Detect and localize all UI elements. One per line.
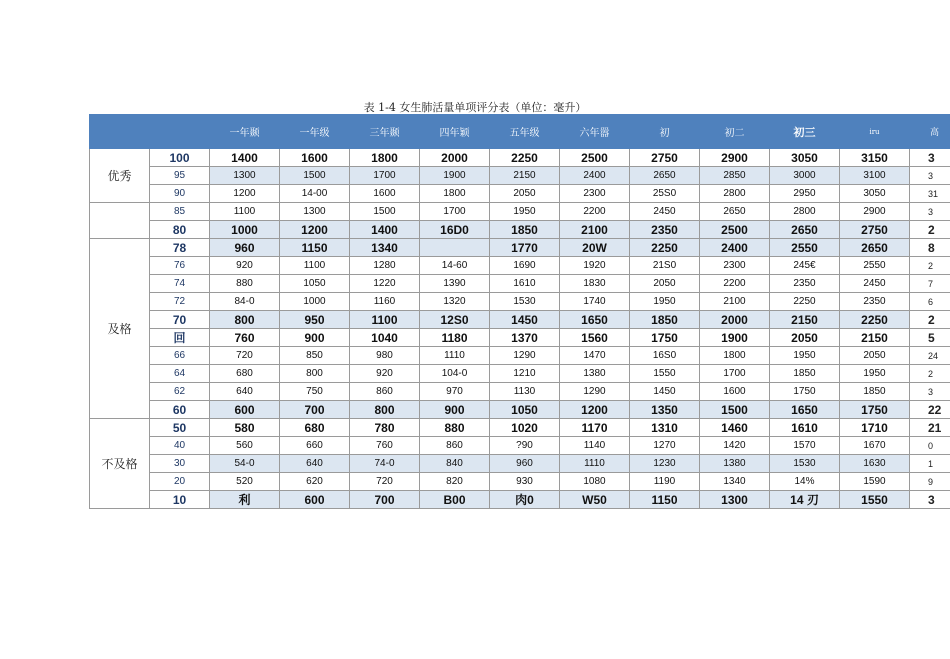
table-row — [90, 365, 950, 383]
grade-group-label: 及格 — [90, 239, 150, 419]
value-cell: 720 — [210, 347, 280, 365]
value-cell: 3100 — [840, 167, 910, 185]
value-cell: 2650 — [840, 239, 910, 257]
value-cell: 2900 — [700, 149, 770, 167]
value-cell: 2900 — [840, 203, 910, 221]
value-cell-cutoff: 5 — [910, 329, 950, 347]
value-cell-cutoff: 22 — [910, 401, 950, 419]
value-cell: 1650 — [560, 311, 630, 329]
value-cell: 84-0 — [210, 293, 280, 311]
value-cell-cutoff: 9 — [910, 473, 950, 491]
value-cell: 2350 — [630, 221, 700, 239]
value-cell-cutoff: 3 — [910, 491, 950, 509]
table-row — [90, 221, 950, 239]
value-cell: 880 — [420, 419, 490, 437]
value-cell: 1850 — [630, 311, 700, 329]
value-cell: 16D0 — [420, 221, 490, 239]
value-cell: 1210 — [490, 365, 560, 383]
value-cell: 520 — [210, 473, 280, 491]
value-cell: 1200 — [280, 221, 350, 239]
value-cell: 1800 — [700, 347, 770, 365]
score-cell: 20 — [150, 473, 210, 491]
table-title: 表 1-4 女生肺活量单项评分表（单位：毫升） — [363, 101, 587, 114]
value-cell-cutoff: 3 — [910, 167, 950, 185]
value-cell: 2050 — [840, 347, 910, 365]
table-row — [90, 275, 950, 293]
value-cell: 850 — [280, 347, 350, 365]
value-cell: 1750 — [770, 383, 840, 401]
value-cell: 245€ — [770, 257, 840, 275]
value-cell: 14-00 — [280, 185, 350, 203]
value-cell-cutoff: 2 — [910, 221, 950, 239]
value-cell: 600 — [280, 491, 350, 509]
table-row — [90, 167, 950, 185]
value-cell: 2800 — [700, 185, 770, 203]
value-cell: 1700 — [420, 203, 490, 221]
header-cell-score — [150, 115, 210, 149]
value-cell: 74-0 — [350, 455, 420, 473]
value-cell: 860 — [350, 383, 420, 401]
table-row — [90, 257, 950, 275]
value-cell: 880 — [210, 275, 280, 293]
value-cell: 21S0 — [630, 257, 700, 275]
value-cell: 1380 — [560, 365, 630, 383]
value-cell: 1670 — [840, 437, 910, 455]
value-cell: 1900 — [420, 167, 490, 185]
value-cell: 1950 — [490, 203, 560, 221]
value-cell: 1160 — [350, 293, 420, 311]
value-cell: 760 — [350, 437, 420, 455]
value-cell-cutoff: 1 — [910, 455, 950, 473]
value-cell: 2400 — [700, 239, 770, 257]
value-cell: 2250 — [770, 293, 840, 311]
value-cell: 1550 — [840, 491, 910, 509]
value-cell: 1750 — [630, 329, 700, 347]
value-cell: 12S0 — [420, 311, 490, 329]
value-cell: 2750 — [840, 221, 910, 239]
value-cell: 1850 — [770, 365, 840, 383]
table-row — [90, 311, 950, 329]
value-cell: 1420 — [700, 437, 770, 455]
value-cell: 1100 — [280, 257, 350, 275]
value-cell: 利 — [210, 491, 280, 509]
table-row — [90, 185, 950, 203]
value-cell: 1200 — [210, 185, 280, 203]
value-cell: 104-0 — [420, 365, 490, 383]
value-cell: 1180 — [420, 329, 490, 347]
value-cell-cutoff: 3 — [910, 203, 950, 221]
table-row — [90, 419, 950, 437]
value-cell: 1150 — [280, 239, 350, 257]
value-cell: 14-60 — [420, 257, 490, 275]
value-cell — [420, 239, 490, 257]
value-cell: 1340 — [350, 239, 420, 257]
value-cell: 1450 — [490, 311, 560, 329]
grade-group-label: 优秀 — [90, 149, 150, 203]
value-cell: 2000 — [420, 149, 490, 167]
value-cell: 970 — [420, 383, 490, 401]
value-cell: 2350 — [770, 275, 840, 293]
value-cell: 1340 — [700, 473, 770, 491]
header-cell: 三年颞 — [350, 115, 420, 149]
value-cell: 1900 — [700, 329, 770, 347]
header-cell: 一年级 — [280, 115, 350, 149]
value-cell: 1530 — [490, 293, 560, 311]
value-cell: 1450 — [630, 383, 700, 401]
table-row — [90, 347, 950, 365]
score-cell: 50 — [150, 419, 210, 437]
value-cell-cutoff: 21 — [910, 419, 950, 437]
table-row — [90, 149, 950, 167]
value-cell-cutoff: 8 — [910, 239, 950, 257]
value-cell: 16S0 — [630, 347, 700, 365]
value-cell: 800 — [210, 311, 280, 329]
value-cell: 2450 — [840, 275, 910, 293]
value-cell-cutoff: 3 — [910, 149, 950, 167]
score-cell: 60 — [150, 401, 210, 419]
value-cell: 1150 — [630, 491, 700, 509]
score-cell: 66 — [150, 347, 210, 365]
value-cell: 1110 — [560, 455, 630, 473]
score-cell: 100 — [150, 149, 210, 167]
value-cell: 840 — [420, 455, 490, 473]
value-cell: 900 — [280, 329, 350, 347]
value-cell: 920 — [350, 365, 420, 383]
header-cell: 五年级 — [490, 115, 560, 149]
value-cell: 1950 — [770, 347, 840, 365]
value-cell: 750 — [280, 383, 350, 401]
value-cell: 1350 — [630, 401, 700, 419]
value-cell: 1050 — [280, 275, 350, 293]
table-row — [90, 383, 950, 401]
value-cell: 1390 — [420, 275, 490, 293]
value-cell: 1700 — [350, 167, 420, 185]
value-cell: 2750 — [630, 149, 700, 167]
value-cell: 900 — [420, 401, 490, 419]
value-cell: 860 — [420, 437, 490, 455]
header-cell: 初 — [630, 115, 700, 149]
value-cell: 1600 — [350, 185, 420, 203]
score-cell: 85 — [150, 203, 210, 221]
value-cell: 1100 — [210, 203, 280, 221]
value-cell-cutoff: 3 — [910, 383, 950, 401]
value-cell: 1740 — [560, 293, 630, 311]
value-cell: 760 — [210, 329, 280, 347]
value-cell: 2250 — [630, 239, 700, 257]
value-cell: 1750 — [840, 401, 910, 419]
value-cell-cutoff: 24 — [910, 347, 950, 365]
header-cell: 初二 — [700, 115, 770, 149]
value-cell: 800 — [280, 365, 350, 383]
value-cell: 560 — [210, 437, 280, 455]
value-cell: 1610 — [770, 419, 840, 437]
value-cell: 2150 — [490, 167, 560, 185]
table-row — [90, 473, 950, 491]
value-cell: 580 — [210, 419, 280, 437]
table-row — [90, 491, 950, 509]
value-cell: 20W — [560, 239, 630, 257]
value-cell: 980 — [350, 347, 420, 365]
score-cell: 80 — [150, 221, 210, 239]
table-row — [90, 401, 950, 419]
score-cell: 10 — [150, 491, 210, 509]
value-cell: 640 — [280, 455, 350, 473]
value-cell: 1460 — [700, 419, 770, 437]
value-cell: 1130 — [490, 383, 560, 401]
value-cell: 1550 — [630, 365, 700, 383]
value-cell: 1170 — [560, 419, 630, 437]
value-cell: 2150 — [840, 329, 910, 347]
grade-group-label: 不及格 — [90, 419, 150, 509]
value-cell: 2000 — [700, 311, 770, 329]
value-cell: 1830 — [560, 275, 630, 293]
value-cell: ?90 — [490, 437, 560, 455]
score-cell: 64 — [150, 365, 210, 383]
value-cell: 2050 — [490, 185, 560, 203]
value-cell: 3050 — [840, 185, 910, 203]
value-cell: 620 — [280, 473, 350, 491]
table-row — [90, 203, 950, 221]
value-cell-cutoff: 2 — [910, 311, 950, 329]
score-cell: 72 — [150, 293, 210, 311]
header-row — [90, 115, 950, 149]
value-cell: 1400 — [210, 149, 280, 167]
value-cell: 2050 — [630, 275, 700, 293]
value-cell: 700 — [350, 491, 420, 509]
value-cell-cutoff: 31 — [910, 185, 950, 203]
header-cell: 四年颖 — [420, 115, 490, 149]
value-cell: 800 — [350, 401, 420, 419]
score-cell: 90 — [150, 185, 210, 203]
header-cell: 高 — [910, 115, 950, 149]
score-cell: 62 — [150, 383, 210, 401]
header-cell: 初三 — [770, 115, 840, 149]
score-cell: 回 — [150, 329, 210, 347]
value-cell-cutoff: 7 — [910, 275, 950, 293]
value-cell: 1850 — [490, 221, 560, 239]
value-cell: 2150 — [770, 311, 840, 329]
value-cell: 1230 — [630, 455, 700, 473]
score-cell: 74 — [150, 275, 210, 293]
value-cell: 1710 — [840, 419, 910, 437]
value-cell: 720 — [350, 473, 420, 491]
value-cell: 960 — [490, 455, 560, 473]
value-cell: 2550 — [840, 257, 910, 275]
value-cell: 1300 — [280, 203, 350, 221]
value-cell: 1000 — [280, 293, 350, 311]
value-cell: 1850 — [840, 383, 910, 401]
value-cell: 1530 — [770, 455, 840, 473]
grade-group-label — [90, 203, 150, 239]
value-cell: 2850 — [700, 167, 770, 185]
value-cell: 25S0 — [630, 185, 700, 203]
value-cell: 2550 — [770, 239, 840, 257]
value-cell: 1190 — [630, 473, 700, 491]
value-cell: 2250 — [490, 149, 560, 167]
value-cell: 1040 — [350, 329, 420, 347]
value-cell: 1560 — [560, 329, 630, 347]
value-cell: 1290 — [560, 383, 630, 401]
value-cell-cutoff: 2 — [910, 257, 950, 275]
value-cell: 1600 — [280, 149, 350, 167]
table-row — [90, 293, 950, 311]
value-cell: 1290 — [490, 347, 560, 365]
value-cell: 2650 — [700, 203, 770, 221]
value-cell: 2950 — [770, 185, 840, 203]
value-cell: 950 — [280, 311, 350, 329]
value-cell: 1690 — [490, 257, 560, 275]
value-cell: 1800 — [350, 149, 420, 167]
score-cell: 76 — [150, 257, 210, 275]
score-cell: 40 — [150, 437, 210, 455]
value-cell: 1610 — [490, 275, 560, 293]
header-cell-grade — [90, 115, 150, 149]
value-cell: 2100 — [700, 293, 770, 311]
value-cell: 1950 — [630, 293, 700, 311]
value-cell: 1800 — [420, 185, 490, 203]
value-cell: 1770 — [490, 239, 560, 257]
value-cell: 680 — [280, 419, 350, 437]
value-cell: 2650 — [630, 167, 700, 185]
value-cell: W50 — [560, 491, 630, 509]
value-cell: 1200 — [560, 401, 630, 419]
value-cell: 960 — [210, 239, 280, 257]
table-row — [90, 455, 950, 473]
value-cell: 1300 — [700, 491, 770, 509]
value-cell: 1590 — [840, 473, 910, 491]
score-cell: 70 — [150, 311, 210, 329]
value-cell: 1950 — [840, 365, 910, 383]
value-cell: 2500 — [700, 221, 770, 239]
table-row — [90, 329, 950, 347]
value-cell: 1100 — [350, 311, 420, 329]
value-cell: 1700 — [700, 365, 770, 383]
header-cell: 六年嚣 — [560, 115, 630, 149]
value-cell: 1110 — [420, 347, 490, 365]
value-cell: 1380 — [700, 455, 770, 473]
value-cell: 2300 — [700, 257, 770, 275]
table-body — [90, 149, 950, 509]
value-cell: 920 — [210, 257, 280, 275]
table-row — [90, 437, 950, 455]
value-cell: 2500 — [560, 149, 630, 167]
score-cell: 95 — [150, 167, 210, 185]
value-cell: 2200 — [700, 275, 770, 293]
score-cell: 30 — [150, 455, 210, 473]
header-cell: 一年颞 — [210, 115, 280, 149]
value-cell: 54-0 — [210, 455, 280, 473]
value-cell: 14 刃 — [770, 491, 840, 509]
value-cell: 1300 — [210, 167, 280, 185]
value-cell: 2200 — [560, 203, 630, 221]
value-cell: 1650 — [770, 401, 840, 419]
value-cell: 1000 — [210, 221, 280, 239]
value-cell: 1050 — [490, 401, 560, 419]
table-row — [90, 239, 950, 257]
value-cell-cutoff: 2 — [910, 365, 950, 383]
value-cell: 3050 — [770, 149, 840, 167]
value-cell: 820 — [420, 473, 490, 491]
score-table — [89, 114, 950, 509]
value-cell: 700 — [280, 401, 350, 419]
value-cell: 2400 — [560, 167, 630, 185]
value-cell: 3150 — [840, 149, 910, 167]
value-cell: 1280 — [350, 257, 420, 275]
value-cell: 1140 — [560, 437, 630, 455]
value-cell: B00 — [420, 491, 490, 509]
score-cell: 78 — [150, 239, 210, 257]
value-cell: 640 — [210, 383, 280, 401]
value-cell: 780 — [350, 419, 420, 437]
value-cell: 2050 — [770, 329, 840, 347]
value-cell: 1400 — [350, 221, 420, 239]
value-cell: 1310 — [630, 419, 700, 437]
value-cell: 1080 — [560, 473, 630, 491]
value-cell: 2300 — [560, 185, 630, 203]
value-cell: 1570 — [770, 437, 840, 455]
value-cell: 660 — [280, 437, 350, 455]
value-cell: 1630 — [840, 455, 910, 473]
value-cell-cutoff: 6 — [910, 293, 950, 311]
value-cell: 2100 — [560, 221, 630, 239]
value-cell: 680 — [210, 365, 280, 383]
value-cell: 1270 — [630, 437, 700, 455]
value-cell: 2350 — [840, 293, 910, 311]
value-cell: 2450 — [630, 203, 700, 221]
value-cell: 600 — [210, 401, 280, 419]
value-cell: 14% — [770, 473, 840, 491]
value-cell: 1470 — [560, 347, 630, 365]
value-cell: 1500 — [700, 401, 770, 419]
value-cell: 1370 — [490, 329, 560, 347]
value-cell: 2250 — [840, 311, 910, 329]
value-cell: 1500 — [350, 203, 420, 221]
value-cell: 1500 — [280, 167, 350, 185]
value-cell: 2800 — [770, 203, 840, 221]
value-cell: 930 — [490, 473, 560, 491]
value-cell: 2650 — [770, 221, 840, 239]
value-cell: 3000 — [770, 167, 840, 185]
header-cell: iru — [840, 115, 910, 149]
value-cell: 1220 — [350, 275, 420, 293]
value-cell: 1600 — [700, 383, 770, 401]
value-cell: 1020 — [490, 419, 560, 437]
value-cell: 肉0 — [490, 491, 560, 509]
value-cell-cutoff: 0 — [910, 437, 950, 455]
value-cell: 1320 — [420, 293, 490, 311]
value-cell: 1920 — [560, 257, 630, 275]
